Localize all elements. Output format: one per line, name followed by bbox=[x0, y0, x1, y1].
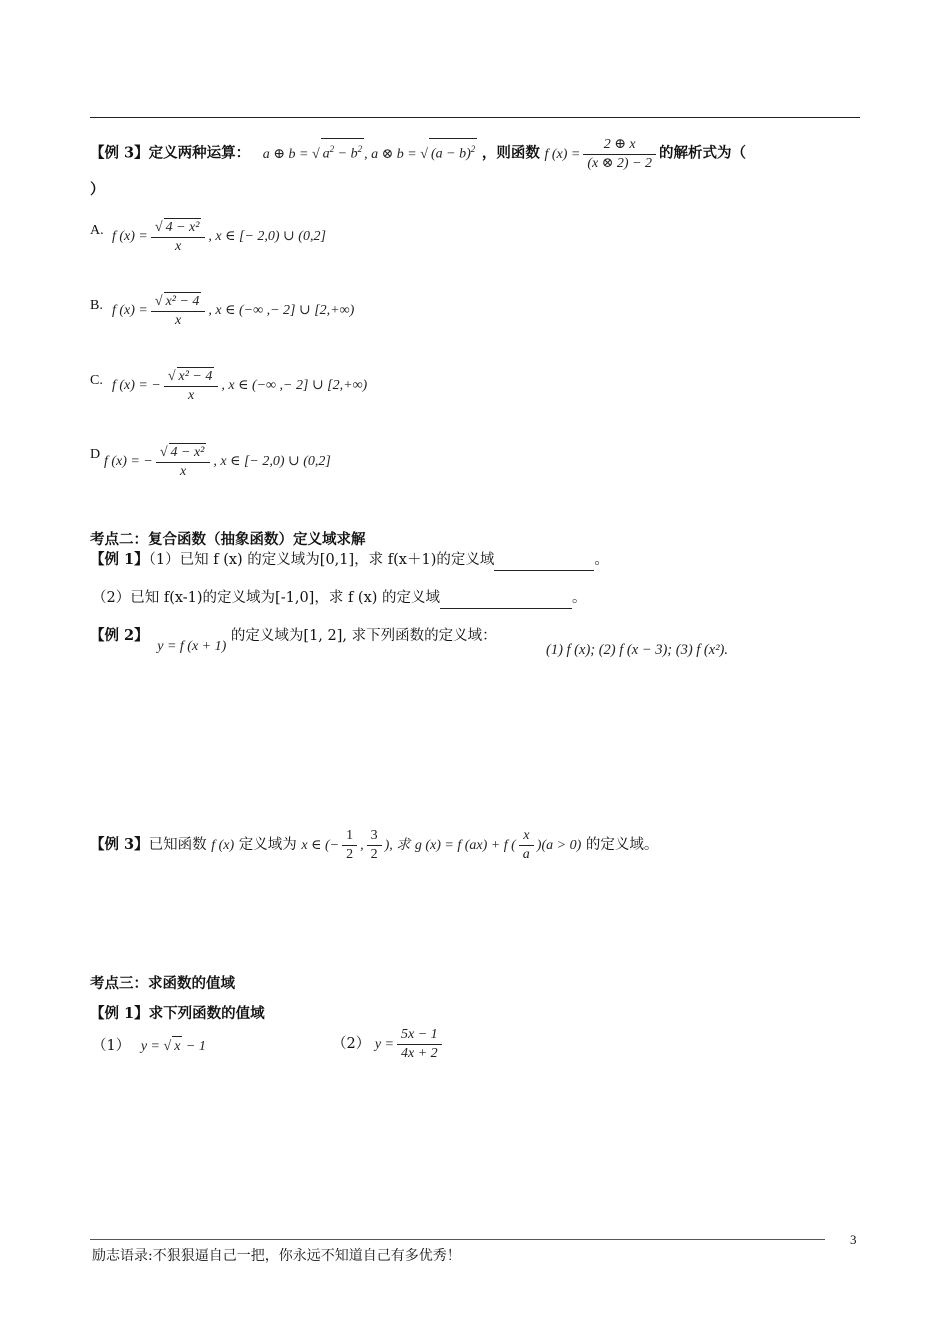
option-label: B. bbox=[90, 298, 103, 313]
option-label: C. bbox=[90, 373, 103, 388]
formula-lhs: f (x) = − bbox=[112, 378, 161, 394]
formula-fraction bbox=[164, 367, 219, 405]
option-c-formula bbox=[112, 367, 367, 405]
fraction-numerator: √ x² − 4 bbox=[151, 292, 206, 312]
function-lhs: f (x) = bbox=[544, 146, 581, 162]
formula-fraction bbox=[151, 292, 206, 330]
function-f: f (x) bbox=[211, 838, 235, 853]
g-prefix: g (x) = f (ax) + f ( bbox=[414, 838, 516, 853]
fraction-denominator: 4x + 2 bbox=[401, 1046, 438, 1061]
operation-definitions: a ⊕ b = √ $a^2 - b^2$ , a ⊗ b = √ $(a - b)^2$ bbox=[263, 147, 477, 162]
domain-suffix: ), 求 bbox=[384, 838, 411, 853]
footer-rule bbox=[90, 1239, 825, 1240]
formula-fraction bbox=[397, 1026, 442, 1063]
formula-lhs: y = bbox=[140, 1039, 161, 1054]
fraction-numerator: 3 bbox=[367, 827, 382, 846]
question-text: （1）已知 f (x) 的定义域为[0,1]，求 f(x＋1)的定义域 bbox=[148, 552, 495, 568]
example-text: 定义两种运算： bbox=[148, 144, 251, 162]
domain-prefix: x ∈ (− bbox=[301, 838, 340, 853]
radicand: x² − 4 bbox=[178, 369, 213, 384]
formula-domain: , x ∈ (−∞ ,− 2] ∪ [2,+∞) bbox=[221, 378, 368, 394]
section-2-title: 考点二：复合函数（抽象函数）定义域求解 bbox=[90, 531, 366, 548]
section-2-example-2-list: (1) f (x); (2) f (x − 3); (3) f (x²). bbox=[546, 642, 729, 658]
fraction-numerator: 1 bbox=[342, 827, 357, 846]
fraction-denominator: x bbox=[179, 464, 187, 479]
fraction-numerator: 2 ⊕ x bbox=[583, 136, 656, 155]
fraction-numerator: 5x − 1 bbox=[397, 1026, 442, 1045]
example-label: 【例 1】 bbox=[90, 551, 149, 568]
fraction-x-over-a bbox=[519, 827, 534, 864]
close-paren: ） bbox=[90, 181, 105, 198]
fraction-numerator: √ 4 − x² bbox=[151, 218, 206, 238]
formula-domain: , x ∈ (−∞ ,− 2] ∪ [2,+∞) bbox=[208, 303, 355, 319]
top-rule bbox=[90, 117, 860, 118]
example-label: 【例 2】 bbox=[90, 627, 149, 644]
fraction-denominator: 2 bbox=[370, 847, 378, 863]
option-d-formula bbox=[104, 443, 331, 481]
fraction-denominator: x bbox=[175, 239, 182, 254]
section-2-example-3 bbox=[90, 826, 658, 865]
option-label: A. bbox=[90, 223, 104, 238]
formula-fraction bbox=[151, 218, 206, 256]
answer-blank bbox=[440, 588, 572, 609]
fraction-denominator: a bbox=[522, 847, 530, 863]
fraction-one-half bbox=[342, 827, 357, 864]
option-c bbox=[90, 370, 103, 391]
formula-lhs: f (x) = bbox=[112, 303, 148, 319]
option-label: D bbox=[90, 447, 101, 462]
radicand: x bbox=[172, 1036, 182, 1057]
then-text: ，则函数 bbox=[481, 144, 540, 162]
example-label: 【例 1】 bbox=[90, 1005, 149, 1022]
g-suffix: )(a > 0) bbox=[536, 838, 582, 853]
formula-lhs: f (x) = − bbox=[104, 454, 153, 470]
example-label: 【例 3】 bbox=[90, 144, 149, 162]
problem-2-formula bbox=[374, 1027, 445, 1061]
option-b bbox=[90, 295, 103, 316]
section-3-problem-2 bbox=[332, 1026, 445, 1063]
section-2-example-1-part-1 bbox=[90, 550, 609, 571]
formula-domain: , x ∈ [− 2,0) ∪ (0,2] bbox=[213, 454, 331, 470]
section-2-example-1-part-2 bbox=[92, 588, 587, 609]
fraction-denominator: x bbox=[175, 313, 182, 328]
fraction-numerator: √ 4 − x² bbox=[156, 443, 211, 463]
example-function: y = f (x + 1) bbox=[157, 639, 227, 654]
option-b-formula bbox=[112, 292, 354, 330]
fraction-denominator: 2 bbox=[346, 847, 354, 863]
footer-motto: 励志语录:不狠狠逼自己一把，你永远不知道自己有多优秀！ bbox=[92, 1248, 461, 1264]
example-text: 求下列函数的值域 bbox=[148, 1005, 265, 1022]
radicand: 4 − x² bbox=[170, 445, 205, 460]
answer-blank bbox=[494, 550, 594, 571]
formula-lhs: y = bbox=[374, 1036, 395, 1052]
question-text: 的定义域为[1, 2], 求下列函数的定义域： bbox=[230, 628, 497, 644]
fraction-numerator: √ x² − 4 bbox=[164, 367, 219, 387]
page-number: 3 bbox=[850, 1232, 857, 1247]
question-text: （2）已知 f(x-1)的定义域为[-1,0]，求 f (x) 的定义域 bbox=[92, 590, 441, 606]
g-expression bbox=[414, 828, 582, 863]
section-3-example-1 bbox=[90, 1004, 265, 1024]
formula-fraction bbox=[156, 443, 211, 481]
option-a-formula bbox=[112, 218, 326, 256]
period: 。 bbox=[572, 590, 587, 606]
tail-text: 的解析式为（ bbox=[659, 144, 747, 162]
domain-expression: x ∈ (− $\frac{1}{2}$ , $\frac{3}{2}$ ), 求 bbox=[301, 828, 411, 863]
problem-1-formula: y = √ x − 1 bbox=[141, 1039, 206, 1054]
formula-rest: − 1 bbox=[185, 1039, 206, 1054]
radicand: x² − 4 bbox=[165, 294, 200, 309]
formula-domain: , x ∈ [− 2,0) ∪ (0,2] bbox=[208, 229, 326, 245]
formula-lhs: f (x) = bbox=[112, 229, 148, 245]
section-2-example-2 bbox=[90, 626, 497, 654]
section-3-problem-1 bbox=[92, 1036, 206, 1057]
example-label: 【例 3】 bbox=[90, 836, 149, 853]
question-tail: 的定义域。 bbox=[585, 837, 659, 853]
fraction-denominator: (x ⊗ 2) − 2 bbox=[587, 156, 653, 171]
fraction-three-halves bbox=[367, 827, 382, 864]
option-a bbox=[90, 220, 104, 241]
example-3-header bbox=[90, 136, 746, 173]
radicand: 4 − x² bbox=[165, 220, 200, 235]
function-fraction bbox=[583, 136, 656, 173]
question-text: 定义域为 bbox=[238, 837, 297, 853]
option-d bbox=[90, 444, 100, 465]
problem-label: （2） bbox=[332, 1035, 371, 1052]
fraction-denominator: x bbox=[187, 388, 195, 403]
question-text: 已知函数 bbox=[148, 837, 207, 853]
section-3-title: 考点三：求函数的值域 bbox=[90, 975, 235, 992]
period: 。 bbox=[594, 552, 609, 568]
fraction-numerator: x bbox=[519, 827, 534, 846]
problem-label: （1） bbox=[92, 1038, 131, 1054]
